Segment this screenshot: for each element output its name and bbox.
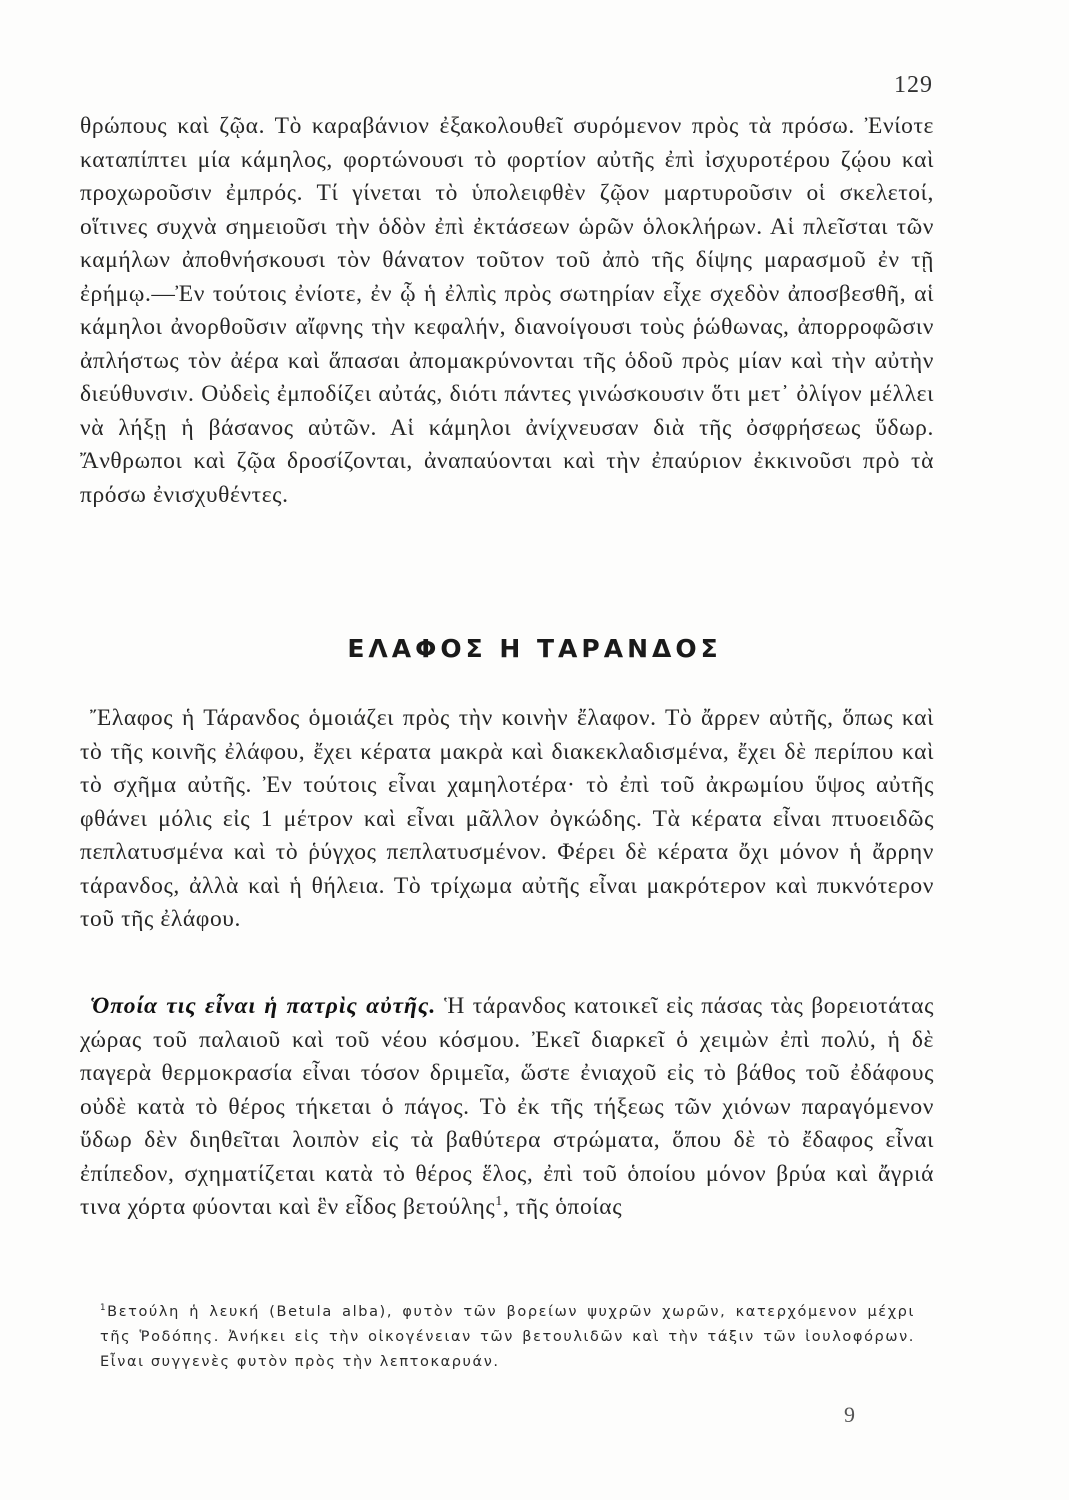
footnote: [100, 1300, 915, 1375]
page-number: 129: [894, 72, 933, 98]
homeland-paragraph-tail: , τῆς ὁποίας: [502, 1194, 623, 1220]
homeland-paragraph-text: Ἡ τάρανδος κατοικεῖ εἰς πάσας τὰς βορειοτάτας χώρας τοῦ παλαιοῦ καὶ τοῦ νέου κόσμου. Ἐκεῖ διαρκεῖ ὁ χειμὼν ἐπὶ πολύ, ἡ δὲ παγερὰ θερμοκρασία εἶναι τόσον δριμεῖα, ὥστε ἐνιαχοῦ εἰς τὸ βάθος τοῦ ἐδάφους οὐδὲ κατὰ τὸ θέρος τήκεται ὁ πάγος. Τὸ ἐκ τῆς τήξεως τῶν χιόνων παραγόμενον ὕδωρ δὲν διηθεῖται λοιπὸν εἰς τὰ βαθύτερα στρώματα, ὅπου δὲ τὸ ἔδαφος εἶναι ἐπίπεδον, σχηματίζεται κατὰ τὸ θέρος ἕλος, ἐπὶ τοῦ ὁποίου μόνον βρύα καὶ ἄγριά τινα χόρτα φύονται καὶ ἓν εἶδος βετούλης: [80, 993, 934, 1220]
footnote-marker: 1: [100, 1303, 108, 1314]
signature-mark: 9: [844, 1402, 855, 1427]
homeland-lead-heading: Ὁποία τις εἶναι ἡ πατρὶς αὐτῆς.: [90, 993, 437, 1019]
continued-paragraph-text: θρώπους καὶ ζῷα. Τὸ καραβάνιον ἐξακολουθεῖ συρόμενον πρὸς τὰ πρόσω. Ἐνίοτε καταπίπτει μία κάμηλος, φορτώνουσι τὸ φορτίον αὐτῆς ἐπὶ ἰσχυροτέρου ζῴου καὶ προχωροῦσιν ἐμπρός. Τί γίνεται τὸ ὑπολειφθὲν ζῷον μαρτυροῦσιν οἱ σκελετοί, οἵτινες συχνὰ σημειοῦσι τὴν ὁδὸν ἐπὶ ἐκτάσεων ὡρῶν ὁλοκλήρων. Αἱ πλεῖσται τῶν καμήλων ἀποθνήσκουσι τὸν θάνατον τοῦτον τοῦ ἀπὸ τῆς δίψης μαρασμοῦ ἐν τῇ ἐρήμῳ.—Ἐν τούτοις ἐνίοτε, ἐν ᾧ ἡ ἐλπὶς πρὸς σωτηρίαν εἶχε σχεδὸν ἀποσβεσθῆ, αἱ κάμηλοι ἀνορθοῦσιν αἴφνης τὴν κεφαλήν, διανοίγουσι τοὺς ῥώθωνας, ἀπορροφῶσιν ἀπλήστως τὸν ἀέρα καὶ ἅπασαι ἀπομακρύνονται τῆς ὁδοῦ πρὸς μίαν καὶ τὴν αὐτὴν διεύθυνσιν. Οὐδεὶς ἐμποδίζει αὐτάς, διότι πάντες γινώσκουσιν ὅτι μετ᾽ ὀλίγον μέλλει νὰ λήξῃ ἡ βάσανος αὐτῶν. Αἱ κάμηλοι ἀνίχνευσαν διὰ τῆς ὀσφρήσεως ὕδωρ. Ἄνθρωποι καὶ ζῷα δροσίζονται, ἀναπαύονται καὶ τὴν ἐπαύριον ἐκκινοῦσι πρὸ τὰ πρόσω ἐνισχυθέντες.: [80, 113, 934, 508]
section-heading: ΕΛΑΦΟΣ Η ΤΑΡΑΝΔΟΣ: [347, 634, 722, 663]
footnote-rule: [80, 1290, 220, 1291]
reindeer-description-paragraph: [80, 702, 934, 937]
footnote-text: Βετούλη ἡ λευκή (Betula alba), φυτὸν τῶν βορείων ψυχρῶν χωρῶν, κατερχόμενον μέχρι τῆς Ῥοδόπης. Ἀνήκει εἰς τὴν οἰκογένειαν τῶν βετουλιδῶν καὶ τὴν τάξιν τῶν ἰουλοφόρων. Εἶναι συγγενὲς φυτὸν πρὸς τὴν λεπτοκαρυάν.: [100, 1304, 915, 1370]
reindeer-description-text: Ἔλαφος ἡ Τάρανδος ὁμοιάζει πρὸς τὴν κοινὴν ἔλαφον. Τὸ ἄρρεν αὐτῆς, ὅπως καὶ τὸ τῆς κοινῆς ἐλάφου, ἔχει κέρατα μακρὰ καὶ διακεκλαδισμένα, ἔχει δὲ περίπου καὶ τὸ σχῆμα αὐτῆς. Ἐν τούτοις εἶναι χαμηλοτέρα· τὸ ἐπὶ τοῦ ἀκρωμίου ὕψος αὐτῆς φθάνει μόλις εἰς 1 μέτρον καὶ εἶναι μᾶλλον ὀγκώδης. Τὰ κέρατα εἶναι πτυοειδῶς πεπλατυσμένα καὶ τὸ ῥύγχος πεπλατυσμένον. Φέρει δὲ κέρατα ὄχι μόνον ἡ ἄρρην τάρανδος, ἀλλὰ καὶ ἡ θήλεια. Τὸ τρίχωμα αὐτῆς εἶναι μακρότερον καὶ πυκνότερον τοῦ τῆς ἐλάφου.: [80, 705, 934, 932]
homeland-paragraph-body: [80, 990, 934, 1225]
footnote-reference[interactable]: 1: [495, 1193, 503, 1210]
homeland-paragraph: [80, 990, 934, 1225]
continued-paragraph: [80, 110, 934, 512]
